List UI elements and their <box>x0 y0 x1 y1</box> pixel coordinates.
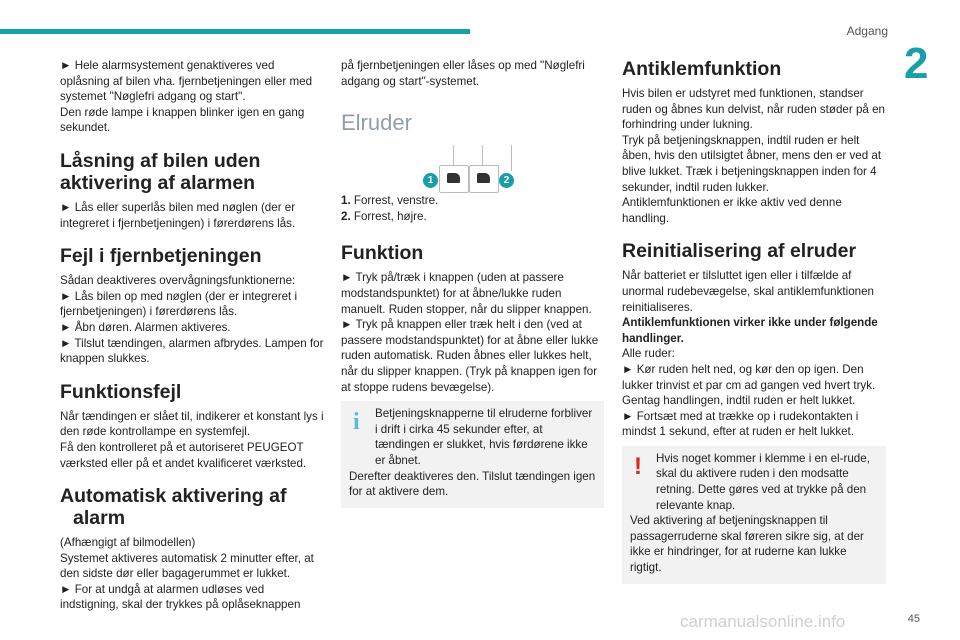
section-title: Adgang <box>846 24 888 38</box>
paragraph: Hvis bilen er udstyret med funktionen, standser ruden og åbnes kun delvist, når ruden støder på en forhindring under lukning. <box>622 87 885 132</box>
paragraph: ► Tryk på knappen eller træk helt i den (ved at passere modstandspunktet) for at åbne eller lukke ruden automatisk. Ruden åbnes eller lukkes helt, når du slipper knappen. (Tryk på knappen igen for at stoppe rudens bevægelse). <box>341 318 599 394</box>
paragraph: Alle ruder: <box>622 347 675 361</box>
list-item: 1. Forrest, venstre. <box>341 194 439 208</box>
info-icon: i <box>353 409 360 436</box>
note-text: Derefter deaktiveres den. Tilslut tændingen igen for at aktivere dem. <box>349 469 596 499</box>
heading-auto-activation: Automatisk aktivering af alarm <box>60 485 287 530</box>
note-text: Hvis noget kommer i klemme i en el-rude, skal du aktivere ruden i den modsatte retning. Dette gøres ved at trykke på den relevante knap. <box>656 451 870 512</box>
paragraph: Systemet aktiveres automatisk 2 minutter efter, at den sidste dør eller bagagerummet er lukket. <box>60 551 314 581</box>
watermark: carmanualsonline.info <box>680 612 846 631</box>
heading-reinitialise: Reinitialisering af elruder <box>622 240 857 263</box>
paragraph: ► For at undgå at alarmen udløses ved indstigning, skal der trykkes på oplåseknappen <box>60 582 301 612</box>
paragraph: på fjernbetjeningen eller låses op med "Nøglefri adgang og start"-systemet. <box>341 59 585 88</box>
heading-function: Funktion <box>341 242 424 265</box>
diagram-line <box>511 145 512 171</box>
list-item: 2. Forrest, højre. <box>341 209 427 223</box>
chapter-number: 2 <box>904 39 929 88</box>
note-text: Betjeningsknapperne til elruderne forbliver i drift i cirka 45 sekunder efter, at tændingen er slukket, hvis førdørene ikke er åbnet. <box>375 407 593 467</box>
paragraph: (Afhængigt af bilmodellen) <box>60 536 196 550</box>
window-switch-diagram <box>427 145 531 187</box>
heading-malfunction: Funktionsfejl <box>60 380 182 403</box>
paragraph-bold: Antiklemfunktionen virker ikke under følgende handlinger. <box>622 316 878 345</box>
column-1 <box>60 58 325 613</box>
paragraph: Når tændingen er slået til, indikerer et konstant lys i den røde kontrollampe en systemfejl. <box>60 409 324 439</box>
paragraph: ► Fortsæt med at trække op i rudekontakten i mindst 1 sekund, efter at ruden er helt lukket. <box>622 409 859 439</box>
heading-anti-pinch: Antiklemfunktion <box>622 58 782 80</box>
page-number: 45 <box>907 613 920 625</box>
warning-note <box>622 446 886 584</box>
note-text: Ved aktivering af betjeningsknappen til passagerruderne skal føreren sikre sig, at der ikke er hindringer, for at ruderne kan lukke rigtigt. <box>630 514 864 575</box>
callout-number-1: 1 <box>423 173 438 188</box>
header-accent-bar <box>0 29 470 34</box>
paragraph: ► Tilslut tændingen, alarmen afbrydes. Lampen for knappen slukkes. <box>60 336 324 366</box>
paragraph: ► Hele alarmsystement genaktiveres ved oplåsning af bilen vha. fjernbetjeningen eller med systemet "Nøglefri adgang og start". <box>60 59 313 104</box>
paragraph: ► Kør ruden helt ned, og kør den op igen. Den lukker trinvist et par cm ad gangen ved hvert tryk. Gentag handlingen, indtil ruden er helt lukket. <box>622 362 876 408</box>
window-switch-icon <box>469 165 499 193</box>
paragraph: ► Lås bilen op med nøglen (der er integreret i fjernbetjeningen) i førerdørens lås. <box>60 289 298 319</box>
paragraph: ► Tryk på/træk i knappen (uden at passere modstandspunktet) for at åbne/lukke ruden manuelt. Ruden stopper, når du slipper knappen. <box>341 271 592 316</box>
window-switch-icon <box>439 165 469 193</box>
paragraph: Få den kontrolleret på et autoriseret PEUGEOT værksted eller på et andet kvalificeret værksted. <box>60 440 307 470</box>
paragraph: ► Lås eller superlås bilen med nøglen (der er integreret i fjernbetjeningen) i førerdørens lås. <box>60 200 296 230</box>
paragraph: Sådan deaktiveres overvågningsfunktionerne: <box>60 274 296 288</box>
paragraph: Den røde lampe i knappen blinker igen en gang sekundet. <box>60 105 305 135</box>
paragraph: Antiklemfunktionen er ikke aktiv ved denne handling. <box>622 196 842 225</box>
column-2 <box>341 58 604 508</box>
paragraph: Når batteriet er tilsluttet igen eller i tilfælde af unormal rudebevægelse, skal antiklemfunktionen reinitialiseres. <box>622 269 874 314</box>
heading-power-windows: Elruder <box>341 110 412 136</box>
heading-lock-without-alarm: Låsning af bilen uden aktivering af alarmen <box>60 149 261 194</box>
warning-icon: ! <box>634 452 642 480</box>
info-note <box>341 401 604 508</box>
column-3 <box>622 58 886 584</box>
paragraph: Tryk på betjeningsknappen, indtil ruden er helt åben, hvis den utilsigtet åbner, mens den er ved at blive lukket. Træk i betjeningsknappen inden for 4 sekunder, indtil ruden lukker. <box>622 133 882 194</box>
heading-remote-fault: Fejl i fjernbetjeningen <box>60 245 262 268</box>
callout-number-2: 2 <box>499 173 514 188</box>
paragraph: ► Åbn døren. Alarmen aktiveres. <box>60 320 231 334</box>
